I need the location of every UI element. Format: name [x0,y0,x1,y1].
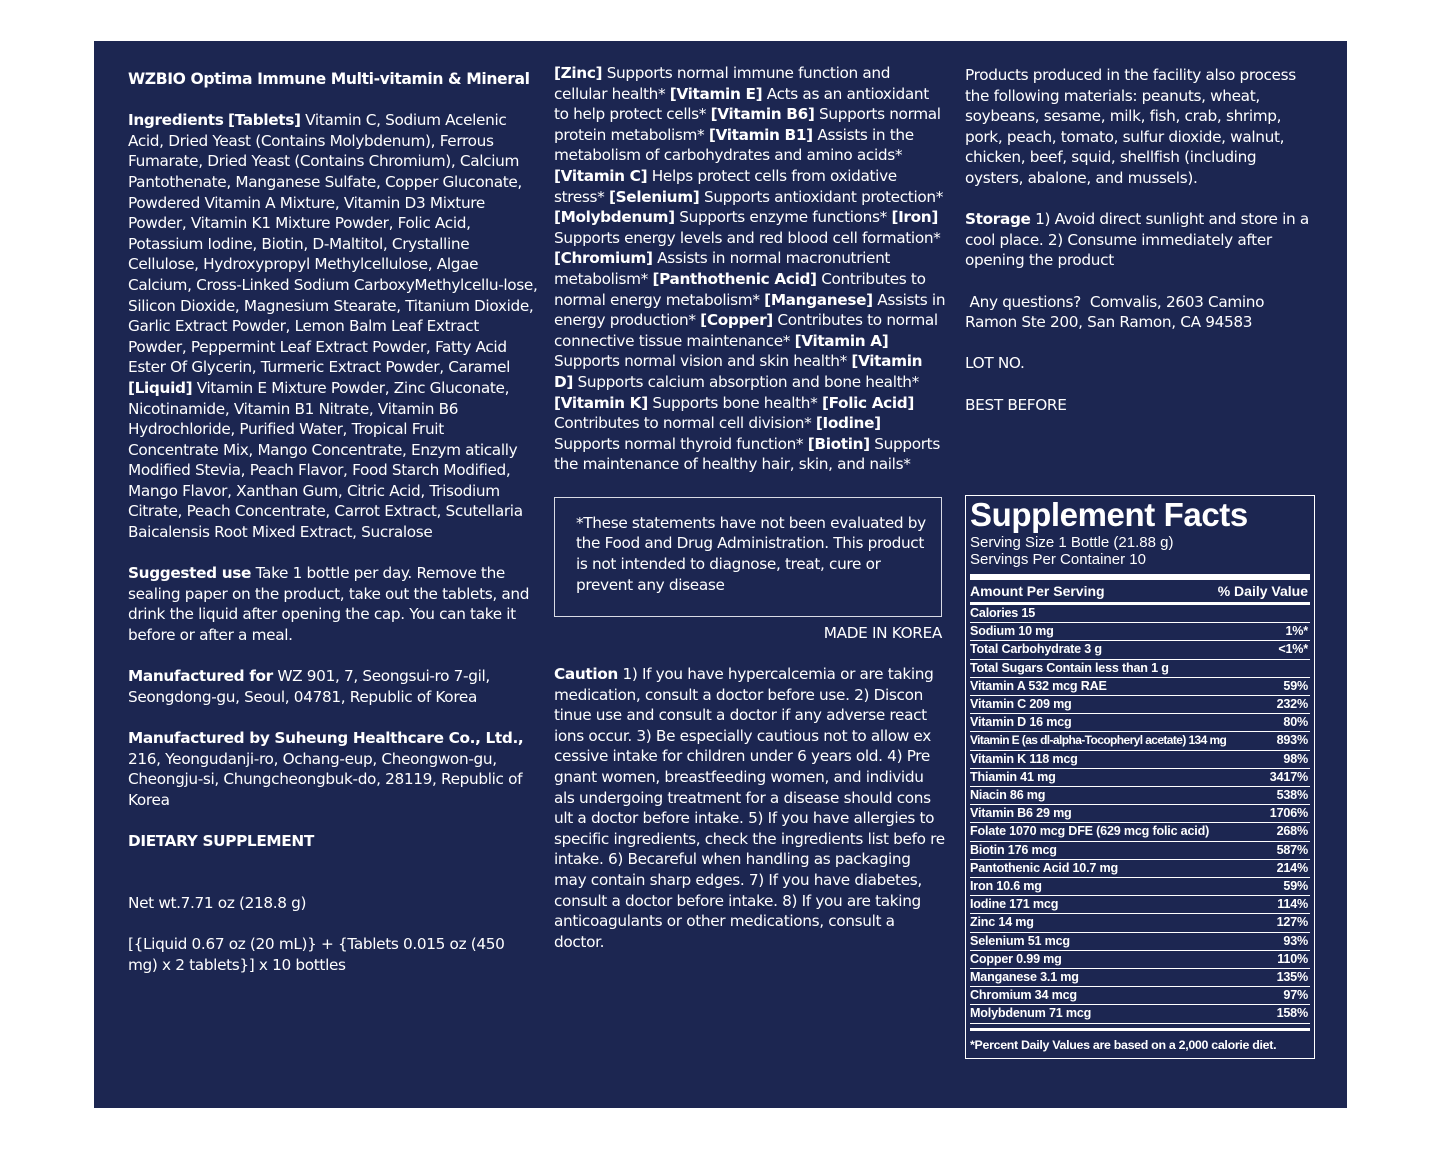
facts-row [970,751,1310,769]
claim-label: [Vitamin A] [794,331,889,350]
ingredients-paragraph [128,110,538,542]
nutrient-name: Biotin 176 mcg [970,842,1057,857]
claim-text: Contributes to normal energy metabolism* [554,269,926,309]
daily-value-percent: 93% [1283,933,1308,948]
daily-value-percent: 114% [1277,897,1308,912]
claim-label: [Selenium] [608,187,700,206]
caution-label: Caution [554,665,618,684]
claim-label: [Copper] [700,311,773,330]
column-claims [554,63,946,952]
manufactured-for-label: Manufactured for [128,667,273,686]
nutrient-name: Vitamin B6 29 mg [970,806,1072,821]
daily-value-footnote: *Percent Daily Values are based on a 2,000 calorie diet. [970,1037,1277,1052]
claim-label: [Zinc] [554,64,603,82]
tablets-text: Vitamin C, Sodium Acelenic Acid, Dried Yeast (Contains Molybdenum), Ferrous Fumarate, Dried Yeast (Contains Chromium), Calcium Pantothenate, Manganese Sulfate, Copper Gluconate, Powdered Vitamin A Mixture, Vitamin D3 Mixture Powder, Vitamin K1 Mixture Powder, Folic Acid, Potassium Iodine, Biotin, D-Maltitol, Crystalline Cellulose, Hydroxypropyl Methylcellulose, Algae Calcium, Cross-Linked Sodium CarboxyMethylcellu-lose, Silicon Dioxide, Magnesium Stearate, Titanium Dioxide, Garlic Extract Powder, Lemon Balm Leaf Extract Powder, Peppermint Leaf Extract Powder, Fatty Acid Ester Of Glycerin, Turmeric Extract Powder, Caramel [128,111,538,377]
claim-label: [Vitamin C] [554,166,648,185]
facts-row [970,951,1310,969]
suggested-use-paragraph [128,563,538,645]
facts-row [970,896,1310,914]
facts-row [970,696,1310,714]
nutrient-name: Manganese 3.1 mg [970,970,1079,985]
nutrient-name: Selenium 51 mcg [970,933,1070,948]
tablets-label: [Tablets] [228,111,301,130]
claim-label: [Vitamin K] [554,393,648,412]
nutrient-name: Total Sugars Contain less than 1 g [970,660,1169,675]
suggested-use-label: Suggested use [128,564,252,583]
claim-text: Helps protect cells from oxidative stress* [554,166,897,206]
facts-row [970,605,1310,623]
daily-value-percent: <1%* [1278,642,1308,657]
claim-label: [Folic Acid] [821,393,915,412]
daily-value-percent: 893% [1276,733,1308,748]
servings-per-container: Servings Per Container 10 [970,551,1146,568]
claim-text: Contributes to normal connective tissue maintenance* [554,311,938,350]
storage-text: 1) Avoid direct sunlight and store in a cool place. 2) Consume immediately after opening the product [965,210,1309,270]
claim-text: Supports normal protein metabolism* [554,105,941,144]
nutrient-name: Calories 15 [970,606,1036,620]
daily-value-percent: 97% [1283,988,1308,1003]
daily-value-header: % Daily Value [1217,583,1308,599]
claim-text: Supports antioxidant protection* [699,187,944,206]
liquid-label: [Liquid] [128,378,193,397]
claim-text: Supports normal thyroid function* [554,434,808,453]
product-title: WZBIO Optima Immune Multi-vitamin & Mineral [128,70,530,88]
daily-value-percent: 1%* [1285,624,1308,639]
facts-row [970,660,1310,678]
daily-value-percent: 3417% [1269,769,1308,784]
ingredients-label: Ingredients [128,111,224,130]
nutrient-name: Total Carbohydrate 3 g [970,642,1102,657]
suggested-use-text: Take 1 bottle per day. Remove the sealing paper on the product, take out the tablets, and drink the liquid after opening the cap. You can take it before or after a meal. [128,564,530,645]
best-before: BEST BEFORE [965,395,1067,414]
claim-label: [Iron] [891,208,938,227]
facts-row [970,987,1310,1005]
facts-row [970,641,1310,659]
facts-row [970,969,1310,987]
nutrient-name: Zinc 14 mg [970,915,1034,930]
allergen-statement: Products produced in the facility also process the following materials: peanuts, wheat, soybeans, sesame, milk, fish, crab, shrimp, pork, peach, tomato, sulfur dioxide, walnut, chicken, beef, squid, shellfish (including oysters, abalone, and mussels). [965,66,1296,187]
daily-value-percent: 214% [1276,860,1308,875]
facts-row [970,678,1310,696]
nutrient-name: Vitamin E (as dl-alpha-Tocopheryl acetate) 134 mg [970,733,1227,748]
facts-row [970,787,1310,805]
nutrient-name: Copper 0.99 mg [970,951,1062,966]
facts-row [970,860,1310,878]
nutrient-name: Vitamin K 118 mcg [970,751,1078,766]
nutrient-name: Molybdenum 71 mcg [970,1006,1092,1021]
liquid-text: Vitamin E Mixture Powder, Zinc Gluconate, Nicotinamide, Vitamin B1 Nitrate, Vitamin B6 Hydrochloride, Purified Water, Tropical Fruit Concentrate Mix, Mango Concentrate, Enzym atically Modified Stevia, Peach Flavor, Food Starch Modified, Mango Flavor, Xanthan Gum, Citric Acid, Trisodium Citrate, Peach Concentrate, Carrot Extract, Scutellaria Baicalensis Root Mixed Extract, Sucralose [128,378,523,542]
daily-value-percent: 587% [1276,842,1308,857]
net-weight-detail: [{Liquid 0.67 oz (20 mL)} + {Tablets 0.015 oz (450 mg) x 2 tablets}] x 10 bottles [128,934,505,974]
facts-row [970,823,1310,841]
manufactured-by-text: 216, Yeongudanji-ro, Ochang-eup, Cheongwon-gu, Cheongju-si, Chungcheongbuk-do, 28119, Republic of Korea [128,749,523,809]
claim-label: [Vitamin B6] [710,105,815,124]
nutrient-name: Chromium 34 mcg [970,988,1077,1003]
column-product-info [128,63,538,975]
daily-value-percent: 80% [1283,715,1308,730]
caution-text: 1) If you have hypercalcemia or are taking medication, consult a doctor before use. 2) Discon tinue use and consult a doctor if any adverse react ions occur. 3) Be especially cautious not to allow ex cessive intake for children under 6 years old. 4) Pre gnant women, breastfeeding women, and individu als undergoing treatment for a disease should cons ult a doctor before intake. 5) If you have allergies to specific ingredients, check the ingredients list befo re intake. 6) Becareful when handling as packaging may contain sharp edges. 7) If you have diabetes, consult a doctor before intake. 8) If you are taking anticoagulants or other medications, consult a doctor. [554,665,945,951]
daily-value-percent: 135% [1276,970,1308,985]
dietary-supplement-label: DIETARY SUPPLEMENT [128,831,314,850]
daily-value-percent: 98% [1283,751,1308,766]
made-in-korea: MADE IN KOREA [823,623,942,642]
label-panel [94,41,1347,1108]
daily-value-percent: 59% [1283,879,1308,894]
daily-value-percent: 158% [1276,1006,1308,1021]
column-storage-facts [965,65,1317,1052]
claim-text: Supports energy levels and red blood cell formation* [554,228,941,247]
nutrient-name: Folate 1070 mcg DFE (629 mcg folic acid) [970,824,1210,839]
nutrient-name: Iron 10.6 mg [970,879,1042,894]
facts-row [970,878,1310,896]
nutrient-name: Iodine 171 mcg [970,897,1059,912]
supplement-facts-title: Supplement Facts [970,496,1248,533]
claim-label: [Molybdenum] [554,208,675,227]
nutrient-name: Vitamin A 532 mcg RAE [970,678,1107,693]
fda-disclaimer-text: *These statements have not been evaluated by the Food and Drug Administration. This product is not intended to diagnose, treat, cure or prevent any disease [576,513,926,594]
claim-label: [Vitamin D] [554,352,923,391]
daily-value-percent: 1706% [1269,806,1308,821]
facts-row [970,933,1310,951]
claim-text: Supports calcium absorption and bone health* [573,372,919,391]
nutrient-name: Niacin 86 mg [970,788,1046,803]
facts-row [970,1005,1310,1023]
lot-number: LOT NO. [965,354,1025,373]
storage-label: Storage [965,210,1031,229]
claim-text: Supports the maintenance of healthy hair, skin, and nails* [554,434,940,474]
daily-value-percent: 127% [1276,915,1308,930]
daily-value-percent: 59% [1283,678,1308,693]
claim-label: [Iodine] [815,414,881,433]
facts-rows [970,605,1310,1024]
claim-text: Assists in the metabolism of carbohydrates and amino acids* [554,125,914,165]
questions-contact: Any questions? Comvalis, 2603 Camino Ramon Ste 200, San Ramon, CA 94583 [965,292,1269,332]
nutrient-name: Sodium 10 mg [970,624,1054,639]
claim-text: Supports normal vision and skin health* [554,352,852,371]
daily-value-percent: 110% [1277,951,1308,966]
claim-text: Supports normal immune function and cellular health* [554,64,891,103]
manufactured-by-paragraph [128,728,538,810]
nutrient-name: Vitamin C 209 mg [970,697,1072,712]
daily-value-percent: 538% [1276,788,1308,803]
amount-per-serving-header: Amount Per Serving [970,583,1105,599]
caution-paragraph [554,664,946,952]
daily-value-percent: 232% [1276,697,1308,712]
claim-text: Acts as an antioxidant to help protect cells* [554,84,929,124]
facts-header-row [970,580,1310,602]
claim-label: [Panthothenic Acid] [652,269,817,288]
facts-row [970,732,1310,750]
facts-row [970,842,1310,860]
claim-text: Assists in energy production* [554,290,946,330]
storage-paragraph [965,209,1317,271]
manufactured-for-text: WZ 901, 7, Seongsui-ro 7-gil, Seongdong-gu, Seoul, 04781, Republic of Korea [128,667,490,706]
claim-text: Contributes to normal cell division* [554,414,816,433]
claim-label: [Vitamin E] [669,84,763,103]
claim-label: [Manganese] [764,290,873,309]
fda-disclaimer-box [554,497,942,617]
claim-text: Supports enzyme functions* [674,208,892,227]
nutrient-name: Pantothenic Acid 10.7 mg [970,860,1118,875]
facts-row [970,769,1310,787]
manufactured-by-label: Manufactured by Suheung Healthcare Co., Ltd., [128,729,524,747]
health-claims-paragraph [554,63,946,475]
claim-text: Assists in normal macronutrient metabolism* [554,249,891,288]
supplement-facts-panel [965,495,1315,1059]
nutrient-name: Thiamin 41 mg [970,769,1056,784]
facts-row [970,914,1310,932]
net-weight: Net wt.7.71 oz (218.8 g) [128,893,307,912]
claim-label: [Biotin] [807,434,870,453]
claim-label: [Vitamin B1] [708,125,813,144]
nutrient-name: Vitamin D 16 mcg [970,715,1072,730]
serving-size: Serving Size 1 Bottle (21.88 g) [970,534,1174,551]
claim-label: [Chromium] [554,249,653,268]
facts-row [970,805,1310,823]
facts-row [970,623,1310,641]
facts-row [970,714,1310,732]
daily-value-percent: 268% [1276,824,1308,839]
manufactured-for-paragraph [128,666,538,707]
claim-text: Supports bone health* [647,393,822,412]
